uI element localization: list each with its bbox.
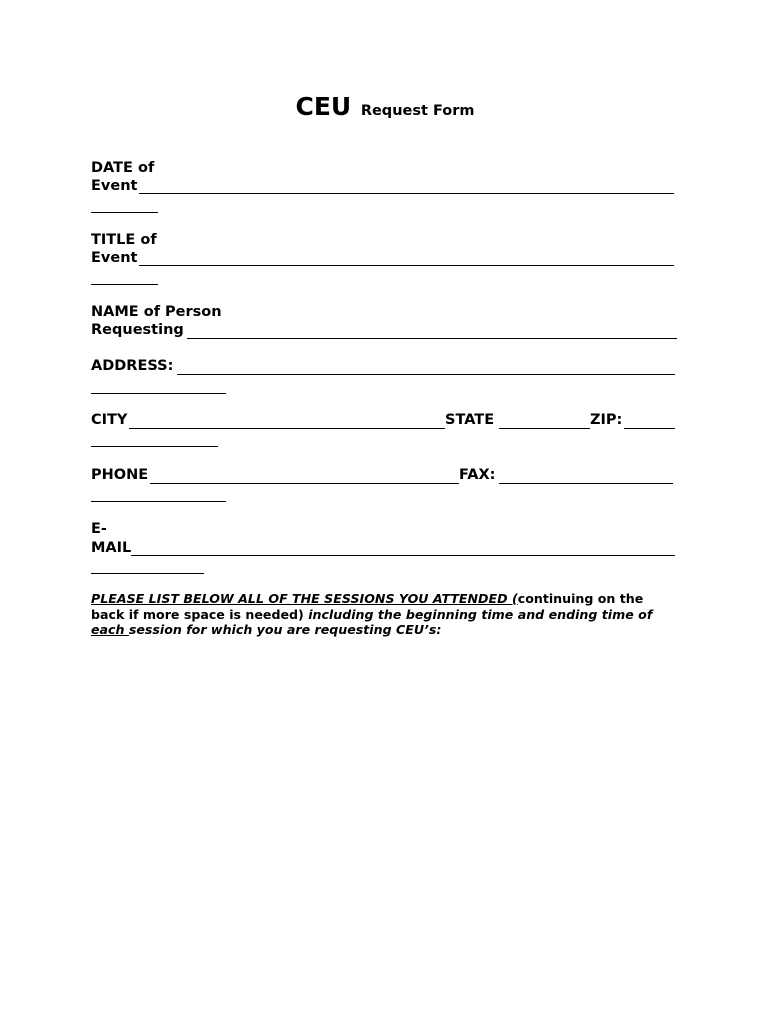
event-title-field-continuation[interactable]	[91, 284, 158, 285]
title-label-line1: TITLE of	[91, 232, 157, 248]
name-field[interactable]	[187, 338, 677, 339]
instructions-part2: continuing on the back if more space is needed)	[91, 591, 644, 622]
event-title-field[interactable]	[139, 265, 674, 266]
instructions-part1: PLEASE LIST BELOW ALL OF THE SESSIONS YOU ATTENDED	[91, 591, 512, 606]
date-field[interactable]	[139, 193, 674, 194]
phone-field[interactable]	[150, 483, 459, 484]
form-title-main: CEU	[295, 92, 352, 121]
fax-field[interactable]	[499, 483, 673, 484]
instructions-part2-paren: (	[511, 591, 518, 606]
phone-label: PHONE	[91, 467, 149, 483]
zip-label: ZIP:	[590, 412, 623, 428]
state-field[interactable]	[499, 428, 590, 429]
date-label-line2: Event	[91, 178, 138, 194]
date-label-line1: DATE of	[91, 160, 155, 176]
name-label-line2: Requesting	[91, 322, 184, 338]
city-field[interactable]	[129, 428, 445, 429]
address-field-continuation[interactable]	[91, 393, 226, 394]
state-label: STATE	[445, 412, 495, 428]
email-field[interactable]	[131, 555, 675, 556]
zip-field-continuation[interactable]	[91, 446, 218, 447]
address-field[interactable]	[177, 374, 675, 375]
date-field-continuation[interactable]	[91, 212, 158, 213]
form-title-sub: Request Form	[360, 103, 475, 119]
email-field-continuation[interactable]	[91, 573, 204, 574]
city-label: CITY	[91, 412, 128, 428]
phone-field-continuation[interactable]	[91, 501, 226, 502]
zip-field[interactable]	[624, 428, 675, 429]
email-label-line2: MAIL	[91, 540, 132, 556]
name-label-line1: NAME of Person	[91, 304, 222, 320]
instructions-part4: each	[91, 622, 129, 637]
title-label-line2: Event	[91, 250, 138, 266]
email-label-line1: E-	[91, 521, 107, 537]
instructions-part3: including the beginning time and ending time of	[308, 606, 653, 622]
form-title	[0, 92, 770, 121]
address-label: ADDRESS:	[91, 358, 174, 374]
instructions-part5: session for which you are requesting CEU’s:	[128, 622, 442, 637]
fax-label: FAX:	[459, 467, 496, 483]
session-instructions	[91, 591, 676, 638]
